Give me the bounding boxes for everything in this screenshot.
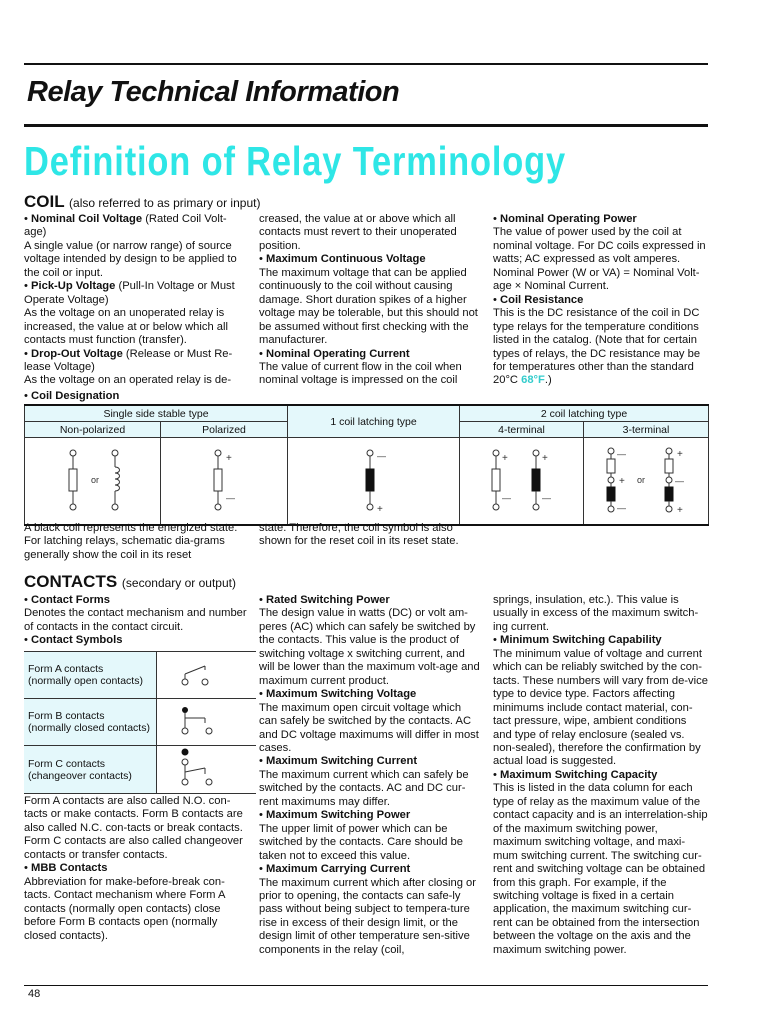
plus-label: +: [226, 452, 232, 464]
coil-heading: [24, 192, 260, 212]
coil-designation-heading: • Coil Designation: [24, 390, 120, 402]
latching-coil-icon: [344, 445, 404, 515]
page-number: 48: [28, 988, 41, 1000]
three-terminal-coil-icon: [591, 445, 701, 515]
contacts-column-1-top: • Contact Forms Denotes the contact mechanism and number of contacts in the contact circuit. • Contact Symbols: [24, 594, 249, 648]
coil-note-left: [24, 522, 246, 562]
two-coil-latching-header: 2 coil latching type: [460, 405, 709, 422]
minus-label: —: [501, 492, 511, 503]
contacts-heading-sub: (secondary or output): [121, 576, 236, 590]
max-continuous-voltage-text: The maximum voltage that can be applied continuously to the coil without causing damage. Short duration spikes of a higher voltage may be tolerable, but this should not be assumed without first checking with the manufacturer.: [259, 266, 478, 347]
footer-rule: [24, 985, 708, 986]
contacts-heading: [24, 572, 236, 592]
three-terminal-symbol-cell: [584, 438, 709, 526]
max-switching-voltage-title: Maximum Switching Voltage: [266, 688, 417, 701]
one-coil-latching-header: 1 coil latching type: [288, 405, 460, 438]
contacts-column-2: • Rated Switching Power The design value in watts (DC) or volt am-peres (AC) which can safely be switched by the contacts. This value is the product of switching voltage x switching current, and will be lower than the maximum volt-age and maximum current product. • Maximum Switching Voltage The maximum open circuit voltage which can safely be switched by the contacts. AC and DC voltage maximums will differ in most cases. • Maximum Switching Current The maximum current which can safely be switched by the contacts. AC and DC cur-rent maximums may differ. • Maximum Switching Power The upper limit of power which can be switched by the contacts. Care should be taken not to exceed this value. • Maximum Carrying Current The maximum current which after closing or prior to opening, the contacts can safe-ly pass without being subject to tempera-ture rise in excess of their design limit, or the design limit of other temperature sen-sitive components in the relay (coil,: [259, 594, 480, 956]
coil-resistance-end: .): [544, 374, 552, 387]
plus-label: +: [619, 475, 625, 487]
nominal-coil-voltage-paren: (Rated Coil Volt-age): [24, 213, 227, 239]
plus-label: +: [677, 504, 683, 515]
mbb-contacts-text: Abbreviation for make-before-break con-tacts. Contact mechanism where Form A contacts (normally open contacts) close before Form B contacts open (normally closed contacts).: [24, 875, 225, 942]
single-side-stable-header: Single side stable type: [25, 405, 288, 422]
max-switching-capacity-text: This is listed in the data column for each type of relay as the maximum value of the contact capacity and is an interrelation-ship of the maximum switching power, maximum switching voltage, and maxi-mum switching current. The switching cur-rent and switching voltage can be obtained from this graph. For example, if the switching voltage is fixed in a certain application, the maximum switching cur-rent can be obtained from the intersection between the voltage on the axis and the maximum switching power.: [493, 782, 708, 956]
max-switching-power-text: The upper limit of power which can be switched by the contacts. Care should be taken not to exceed this value.: [259, 822, 463, 862]
contact-symbols-table: [24, 651, 256, 794]
plus-label: +: [376, 503, 383, 515]
page-title: Definition of Relay Terminology: [24, 138, 567, 184]
nominal-operating-current-title: Nominal Operating Current: [266, 347, 410, 360]
coil-column-3: • Nominal Operating Power The value of power used by the coil at nominal voltage. For DC coils expressed in watts; AC expressed as volt amperes. Nominal Power (W or VA) = Nominal Volt-age × Nominal Current. • Coil Resistance This is the DC resistance of the coil in DC type relays for the temperature conditions listed in the catalog. (Note that for certain types of relays, the DC resistance may be for temperatures other than the standard 20°C 68°F.): [493, 213, 708, 388]
four-terminal-header: 4-terminal: [460, 422, 584, 438]
contacts-column-1-bottom: Form A contacts are also called N.O. con-tacts or make contacts. Form B contacts are also called N.C. con-tacts or break contacts. Form C contacts are also called changeover contacts or transfer contacts. • MBB Contacts Abbreviation for make-before-break con-tacts. Contact mechanism where Form A contacts (normally open contacts) close before Form B contacts open (normally closed contacts).: [24, 795, 249, 943]
form-c-desc: (changeover contacts): [28, 769, 132, 782]
nominal-operating-power-text: The value of power used by the coil at nominal voltage. For DC coils expressed in watts; AC expressed as volt amperes. Nominal Power (W or VA) = Nominal Volt-age × Nominal Current.: [493, 226, 706, 293]
contact-symbols-title: Contact Symbols: [31, 634, 123, 647]
dropout-voltage-continued: creased, the value at or above which all contacts must revert to their unoperated position.: [259, 213, 457, 252]
max-switching-current-title: Maximum Switching Current: [266, 755, 418, 768]
form-a-symbol-cell: [157, 652, 257, 699]
form-a-label: [24, 652, 157, 699]
form-b-desc: (normally closed contacts): [28, 722, 150, 734]
header-rule: [24, 124, 708, 127]
coil-column-2: creased, the value at or above which all contacts must revert to their unoperated position. • Maximum Continuous Voltage The maximum voltage that can be applied continuously to the coil without causing damage. Short duration spikes of a higher voltage may be tolerable, but this should not be assumed without first checking with the manufacturer. • Nominal Operating Current The value of current flow in the coil when nominal voltage is impressed on the coil: [259, 213, 481, 388]
form-c-name: Form C contacts: [28, 757, 106, 770]
or-label: or: [90, 474, 99, 485]
nominal-operating-current-text: The value of current flow in the coil when nominal voltage is impressed on the coil: [259, 360, 462, 387]
non-polarized-header: Non-polarized: [25, 422, 161, 438]
carrying-current-continued: springs, insulation, etc.). This value is usually in excess of the maximum switch-ing current.: [493, 594, 699, 633]
coil-designation-title: Coil Designation: [31, 390, 120, 402]
plus-label: +: [541, 452, 548, 464]
or-label: or: [637, 474, 646, 485]
nominal-operating-power-title: Nominal Operating Power: [500, 213, 637, 225]
form-a-contact-icon: [161, 654, 221, 694]
pickup-voltage-paren: (Pull-In Voltage or Must Operate Voltage): [24, 280, 235, 306]
header-title: Relay Technical Information: [27, 76, 400, 108]
contacts-heading-label: CONTACTS: [24, 572, 118, 591]
max-switching-capacity-title: Maximum Switching Capacity: [500, 768, 658, 781]
non-polarized-coil-icon: [43, 445, 143, 515]
form-a-name: Form A contacts: [28, 663, 104, 675]
pickup-voltage-text: As the voltage on an unoperated relay is increased, the value at or below which all contacts must function (transfer).: [24, 307, 228, 347]
coil-note-right: [259, 522, 481, 549]
form-b-name: Form B contacts: [28, 710, 105, 722]
form-b-label: [24, 699, 157, 746]
dropout-voltage-text: As the voltage on an operated relay is de-: [24, 374, 232, 387]
minus-label: —: [376, 450, 386, 461]
dropout-voltage-title: Drop-Out Voltage: [31, 347, 123, 360]
coil-note-left-text: A black coil represents the energized state. For latching relays, schematic dia-grams generally show the coil in its reset: [24, 522, 238, 561]
minus-label: —: [617, 448, 627, 459]
minus-label: —: [541, 492, 551, 503]
nominal-coil-voltage-text: A single value (or narrow range) of source voltage intended by design to be applied to the coil or input.: [24, 239, 237, 279]
nominal-coil-voltage-title: Nominal Coil Voltage: [31, 213, 143, 225]
top-rule: [24, 63, 708, 65]
max-carrying-current-text: The maximum current which after closing or prior to opening, the contacts can safe-ly pass without being subject to tempera-ture rise in excess of their design limit, or the design limit of other temperature sen-sitive components in the relay (coil,: [259, 876, 476, 956]
contact-forms-text: Denotes the contact mechanism and number of contacts in the contact circuit.: [24, 607, 247, 633]
max-switching-current-text: The maximum current which can safely be switched by the contacts. AC and DC cur-rent maximums may differ.: [259, 768, 469, 808]
max-continuous-voltage-title: Maximum Continuous Voltage: [266, 253, 426, 266]
rated-switching-power-text: The design value in watts (DC) or volt am-peres (AC) which can safely be switched by the contacts. This value is the product of switching voltage x switching current, and will be lower than the maximum volt-age and maximum current product.: [259, 607, 480, 687]
form-a-desc: (normally open contacts): [28, 675, 143, 687]
contacts-column-3: springs, insulation, etc.). This value is usually in excess of the maximum switch-ing current. • Minimum Switching Capability The minimum value of voltage and current which can be reliably switched by the con-tacts. These numbers will vary from de-vice type to device type. Factors affecting minimums include contact material, con-tact pressure, wipe, ambient conditions and type of relay enclosure (sealed vs. non-sealed), therefore the confirmation by actual load is suggested. • Maximum Switching Capacity This is listed in the data column for each type of relay as the maximum value of the contact capacity and is an interrelation-ship of the maximum switching power, maximum switching voltage, and maxi-mum switching current. The switching cur-rent and switching voltage can be obtained from this graph. For example, if the switching voltage is fixed in a certain application, the maximum switching cur-rent can be obtained from the intersection between the voltage on the axis and the maximum switching power.: [493, 594, 708, 956]
coil-designation-table: [24, 404, 709, 526]
contact-forms-title: Contact Forms: [31, 594, 110, 606]
four-terminal-symbol-cell: [460, 438, 584, 526]
max-switching-voltage-text: The maximum open circuit voltage which can safely be switched by the contacts. AC and DC voltage maximums will differ in most cases.: [259, 701, 479, 754]
coil-resistance-fahrenheit: 68°F: [521, 374, 545, 387]
min-switching-capability-title: Minimum Switching Capability: [500, 634, 662, 647]
coil-heading-sub: (also referred to as primary or input): [69, 196, 261, 210]
minus-label: —: [675, 475, 685, 486]
form-c-symbol-cell: [157, 746, 257, 794]
coil-note-right-text: state. Therefore, the coil symbol is also shown for the reset coil in its reset state.: [259, 522, 459, 548]
coil-column-1: • Nominal Coil Voltage (Rated Coil Volt-age) A single value (or narrow range) of source voltage intended by design to be applied to the coil or input. • Pick-Up Voltage (Pull-In Voltage or Must Operate Voltage) As the voltage on an unoperated relay is increased, the value at or below which all contacts must function (transfer). • Drop-Out Voltage (Release or Must Re-lease Voltage) As the voltage on an operated relay is de-: [24, 213, 246, 388]
coil-heading-label: COIL: [24, 192, 65, 211]
min-switching-capability-text: The minimum value of voltage and current which can be reliably switched by the con-tacts. These numbers will vary from de-vice type to device type. Factors affecting minimums include contact material, con-tact pressure, wipe, ambient conditions and type of relay enclosure (sealed vs. non-sealed), therefore the confirmation by actual load is suggested.: [493, 647, 708, 768]
rated-switching-power-title: Rated Switching Power: [266, 594, 390, 606]
form-c-contact-icon: [161, 746, 221, 790]
dropout-voltage-paren: (Release or Must Re-lease Voltage): [24, 347, 233, 373]
form-b-contact-icon: [161, 701, 221, 741]
polarized-coil-icon: [194, 445, 254, 515]
coil-resistance-text: This is the DC resistance of the coil in DC type relays for the temperature conditions listed in the catalog. (Note that for certain types of relays, the DC resistance may be for temperatures other than the standard 20°C: [493, 307, 701, 387]
plus-label: +: [501, 452, 508, 464]
polarized-symbol-cell: [161, 438, 288, 526]
coil-resistance-title: Coil Resistance: [500, 293, 584, 306]
form-b-symbol-cell: [157, 699, 257, 746]
three-terminal-header: 3-terminal: [584, 422, 709, 438]
max-switching-power-title: Maximum Switching Power: [266, 809, 411, 822]
minus-label: —: [226, 492, 235, 503]
non-polarized-symbol-cell: [25, 438, 161, 526]
minus-label: —: [617, 502, 627, 513]
four-terminal-coil-icon: [472, 445, 572, 515]
form-c-label: [24, 746, 157, 794]
max-carrying-current-title: Maximum Carrying Current: [266, 863, 411, 876]
plus-label: +: [677, 448, 683, 460]
mbb-contacts-title: MBB Contacts: [31, 862, 108, 875]
pickup-voltage-title: Pick-Up Voltage: [31, 280, 116, 293]
forms-note: Form A contacts are also called N.O. con-tacts or make contacts. Form B contacts are also called N.C. con-tacts or break contacts. Form C contacts are also called changeover contacts or transfer contacts.: [24, 795, 243, 861]
one-coil-latching-symbol-cell: [288, 438, 460, 526]
polarized-header: Polarized: [161, 422, 288, 438]
